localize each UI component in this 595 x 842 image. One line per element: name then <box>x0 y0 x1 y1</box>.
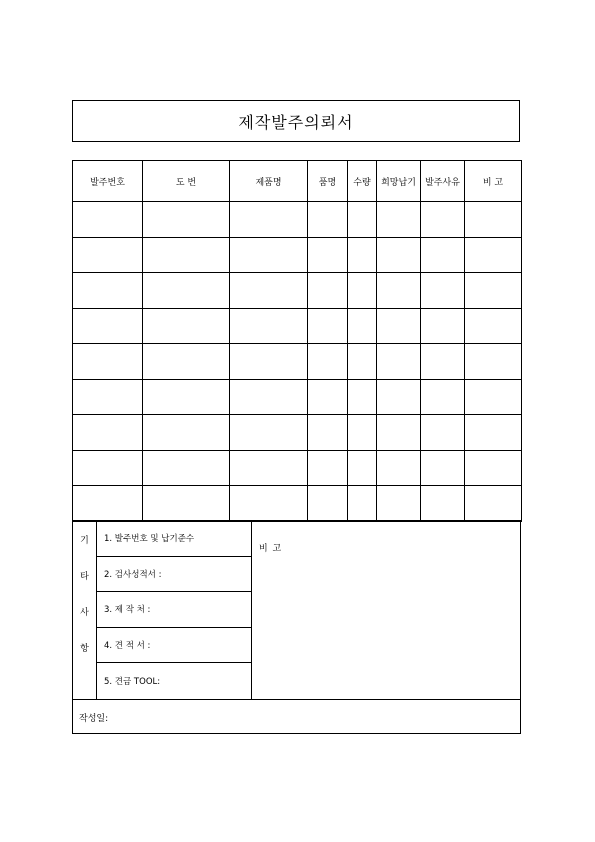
table-cell[interactable] <box>73 237 143 273</box>
table-cell[interactable] <box>73 450 143 486</box>
table-cell[interactable] <box>308 237 348 273</box>
table-cell[interactable] <box>465 308 522 344</box>
other-matters-item[interactable]: 1. 발주번호 및 납기준수 <box>97 521 251 557</box>
table-cell[interactable] <box>73 379 143 415</box>
table-cell[interactable] <box>143 486 230 522</box>
table-cell[interactable] <box>377 486 421 522</box>
table-cell[interactable] <box>465 344 522 380</box>
table-cell[interactable] <box>377 308 421 344</box>
table-row <box>73 450 522 486</box>
table-cell[interactable] <box>308 486 348 522</box>
table-cell[interactable] <box>230 202 308 238</box>
table-cell[interactable] <box>465 415 522 451</box>
table-cell[interactable] <box>465 202 522 238</box>
table-cell[interactable] <box>73 415 143 451</box>
side-label-char: 항 <box>80 644 89 654</box>
table-cell[interactable] <box>421 273 465 309</box>
other-matters-item[interactable]: 2. 검사성적서 : <box>97 557 251 593</box>
table-cell[interactable] <box>465 273 522 309</box>
table-cell[interactable] <box>230 415 308 451</box>
table-cell[interactable] <box>73 202 143 238</box>
table-cell[interactable] <box>230 237 308 273</box>
table-cell[interactable] <box>143 273 230 309</box>
table-cell[interactable] <box>465 450 522 486</box>
table-cell[interactable] <box>348 379 377 415</box>
other-matters-side-label <box>73 521 97 699</box>
table-cell[interactable] <box>230 450 308 486</box>
table-cell[interactable] <box>421 450 465 486</box>
table-cell[interactable] <box>348 273 377 309</box>
table-cell[interactable] <box>73 273 143 309</box>
table-cell[interactable] <box>143 202 230 238</box>
table-cell[interactable] <box>308 308 348 344</box>
table-cell[interactable] <box>143 237 230 273</box>
table-row <box>73 273 522 309</box>
other-matters-item[interactable]: 5. 견금 TOOL: <box>104 677 161 688</box>
table-cell[interactable] <box>377 202 421 238</box>
table-cell[interactable] <box>308 202 348 238</box>
table-cell[interactable] <box>377 379 421 415</box>
table-cell[interactable] <box>308 273 348 309</box>
order-table <box>72 160 522 522</box>
other-matters-list <box>97 521 252 699</box>
table-cell[interactable] <box>143 415 230 451</box>
table-row <box>73 308 522 344</box>
other-matters-item[interactable]: 3. 제 작 처 : <box>97 592 251 628</box>
table-cell[interactable] <box>308 379 348 415</box>
side-label-char: 기 <box>80 536 89 546</box>
table-cell[interactable] <box>421 344 465 380</box>
table-cell[interactable] <box>377 415 421 451</box>
header-desired-delivery: 희망납기 <box>377 161 421 202</box>
table-cell[interactable] <box>348 344 377 380</box>
table-cell[interactable] <box>421 308 465 344</box>
table-cell[interactable] <box>230 379 308 415</box>
table-cell[interactable] <box>348 308 377 344</box>
table-cell[interactable] <box>143 344 230 380</box>
table-cell[interactable] <box>230 344 308 380</box>
document-title <box>72 100 520 142</box>
table-cell[interactable] <box>73 308 143 344</box>
remarks-label: 비 고 <box>259 544 283 554</box>
other-matters-item[interactable]: 4. 견 적 서 : <box>97 628 251 664</box>
table-cell[interactable] <box>465 379 522 415</box>
table-row <box>73 237 522 273</box>
header-remarks: 비 고 <box>465 161 522 202</box>
document-title-text: 제작발주의뢰서 <box>238 112 354 132</box>
table-cell[interactable] <box>421 379 465 415</box>
table-cell[interactable] <box>143 308 230 344</box>
table-row <box>73 486 522 522</box>
table-cell[interactable] <box>348 202 377 238</box>
table-cell[interactable] <box>143 379 230 415</box>
header-drawing-number: 도 번 <box>143 161 230 202</box>
table-cell[interactable] <box>377 344 421 380</box>
table-cell[interactable] <box>421 237 465 273</box>
table-cell[interactable] <box>421 202 465 238</box>
table-cell[interactable] <box>348 415 377 451</box>
table-cell[interactable] <box>308 450 348 486</box>
side-label-char: 사 <box>80 608 89 618</box>
table-row <box>73 202 522 238</box>
table-cell[interactable] <box>308 415 348 451</box>
table-cell[interactable] <box>230 273 308 309</box>
header-order-number: 발주번호 <box>73 161 143 202</box>
header-order-reason: 발주사유 <box>421 161 465 202</box>
table-cell[interactable] <box>377 273 421 309</box>
header-quantity: 수량 <box>348 161 377 202</box>
table-cell[interactable] <box>465 237 522 273</box>
table-header-row <box>73 161 522 202</box>
table-cell[interactable] <box>308 344 348 380</box>
table-cell[interactable] <box>348 486 377 522</box>
header-product-name: 제품명 <box>230 161 308 202</box>
table-row <box>73 379 522 415</box>
other-matters-section <box>72 520 521 734</box>
header-item-name: 품명 <box>308 161 348 202</box>
table-row <box>73 344 522 380</box>
table-cell[interactable] <box>143 450 230 486</box>
table-cell[interactable] <box>377 450 421 486</box>
table-row <box>73 415 522 451</box>
side-label-char: 타 <box>80 572 89 582</box>
table-cell[interactable] <box>465 486 522 522</box>
written-date-label: 작성일: <box>79 713 109 724</box>
table-cell[interactable] <box>421 486 465 522</box>
table-cell[interactable] <box>230 308 308 344</box>
written-date-field[interactable] <box>73 699 520 734</box>
table-cell[interactable] <box>73 486 143 522</box>
table-cell[interactable] <box>348 237 377 273</box>
table-cell[interactable] <box>348 450 377 486</box>
table-cell[interactable] <box>377 237 421 273</box>
table-cell[interactable] <box>230 486 308 522</box>
table-cell[interactable] <box>421 415 465 451</box>
table-cell[interactable] <box>73 344 143 380</box>
